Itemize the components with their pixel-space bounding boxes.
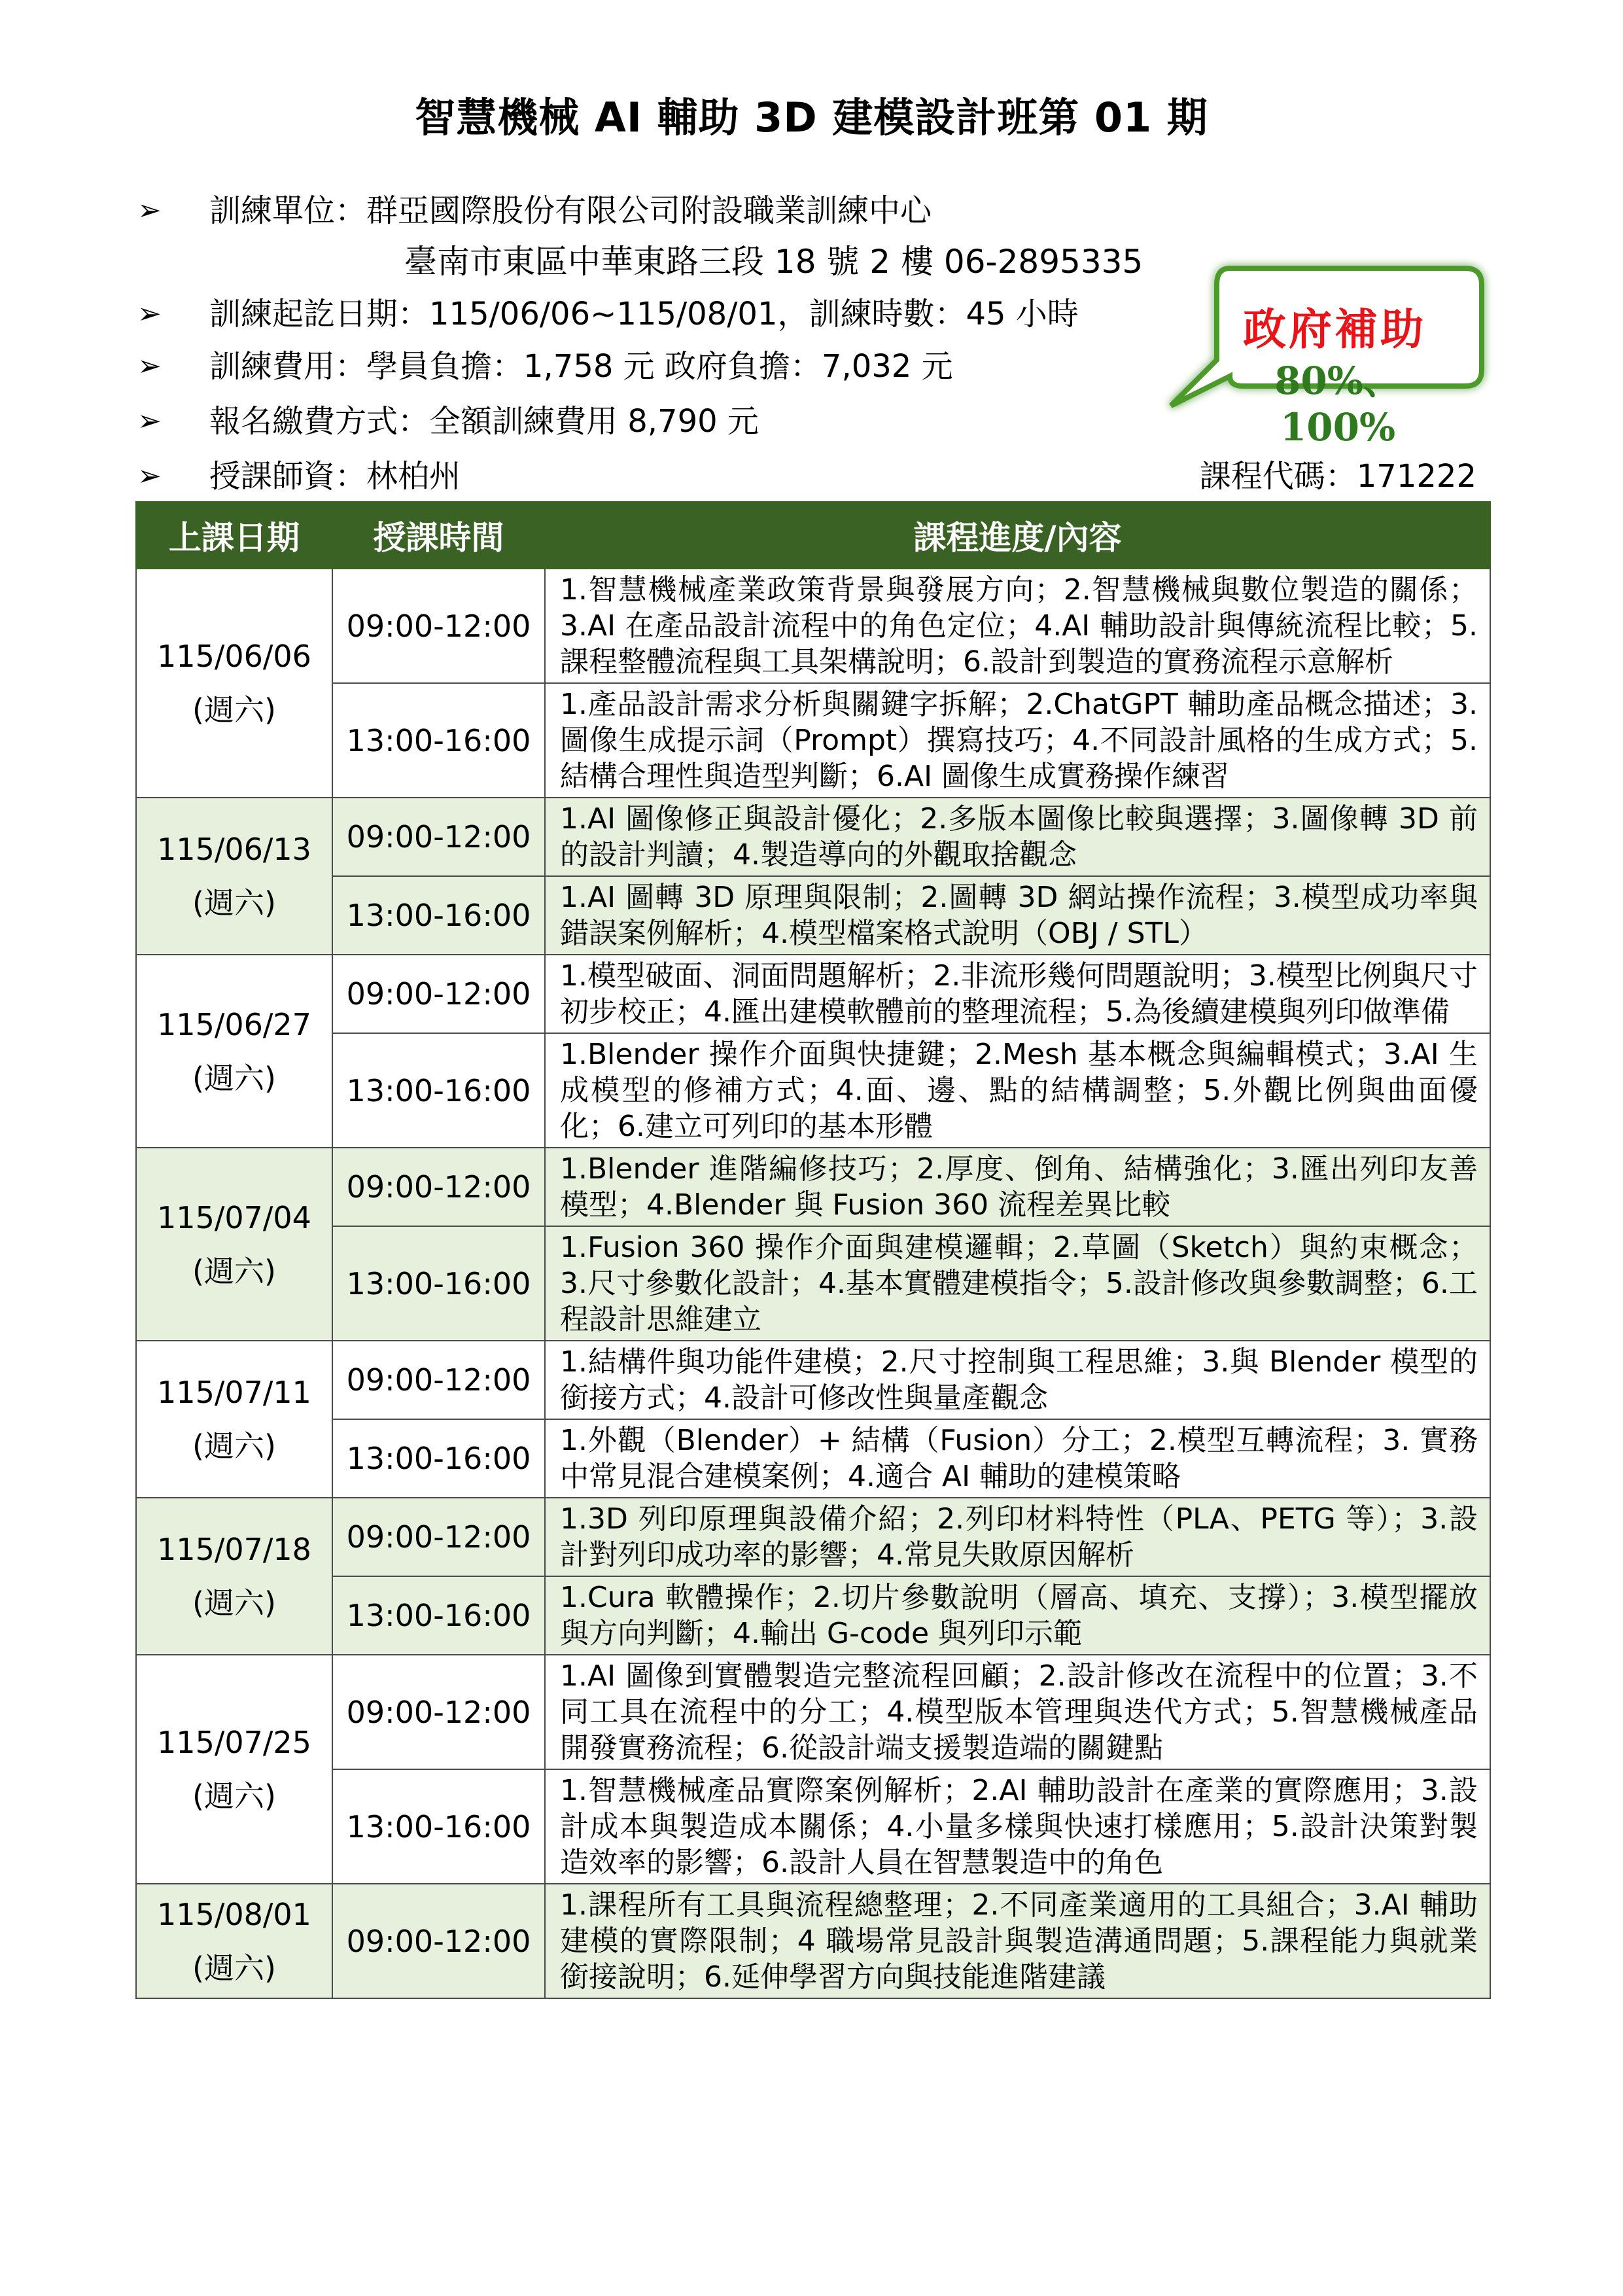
session-content: 1.AI 圖像修正與設計優化；2.多版本圖像比較與選擇；3.圖像轉 3D 前的設計判讀；4.製造導向的外觀取捨觀念 [545,798,1490,876]
session-weekday: (週六) [192,692,276,728]
table-row [136,1655,1490,1769]
session-time: 13:00-16:00 [332,1226,545,1341]
subsidy-title: 政府補助 [1243,304,1426,355]
session-time: 09:00-12:00 [332,1498,545,1576]
session-date: 115/06/27 [157,1006,311,1042]
header-time: 授課時間 [332,502,545,569]
session-content: 1.3D 列印原理與設備介紹；2.列印材料特性（PLA、PETG 等）；3.設計對列印成功率的影響；4.常見失敗原因解析 [545,1498,1490,1576]
session-content: 1.智慧機械產品實際案例解析；2.AI 輔助設計在產業的實際應用；3.設計成本與製造成本關係；4.小量多樣與快速打樣應用；5.設計決策對製造效率的影響；6.設計人員在智慧製造中的角色 [545,1769,1490,1884]
session-time: 09:00-12:00 [332,798,545,876]
session-content: 1.結構件與功能件建模；2.尺寸控制與工程思維；3.與 Blender 模型的銜接方式；4.設計可修改性與量產觀念 [545,1341,1490,1419]
session-time: 09:00-12:00 [332,1884,545,1998]
session-weekday: (週六) [192,1253,276,1289]
session-date-cell [136,1148,332,1341]
bullet-arrow-icon: ➢ [137,349,162,383]
table-row [136,1341,1490,1419]
session-date-cell [136,955,332,1148]
session-time: 13:00-16:00 [332,683,545,798]
table-row [136,1226,1490,1341]
table-row [136,798,1490,876]
session-date-cell [136,569,332,798]
session-content: 1.Fusion 360 操作介面與建模邏輯；2.草圖（Sketch）與約束概念；3.尺寸參數化設計；4.基本實體建模指令；5.設計修改與參數調整；6.工程設計思維建立 [545,1226,1490,1341]
session-weekday: (週六) [192,1778,276,1814]
table-row [136,955,1490,1033]
table-row [136,1498,1490,1576]
table-row [136,1769,1490,1884]
training-dates: 訓練起訖日期：115/06/06~115/08/01，訓練時數：45 小時 [209,296,1079,332]
page-title: 智慧機械 AI 輔助 3D 建模設計班第 01 期 [415,94,1208,141]
subsidy-rate: 80%、100% [1274,359,1401,450]
session-date-cell [136,1341,332,1498]
table-row [136,876,1490,955]
session-content: 1.Blender 操作介面與快捷鍵；2.Mesh 基本概念與編輯模式；3.AI 生成模型的修補方式；4.面、邊、點的結構調整；5.外觀比例與曲面優化；6.建立可列印的基本形體 [545,1033,1490,1148]
session-content: 1.Blender 進階編修技巧；2.厚度、倒角、結構強化；3.匯出列印友善模型；4.Blender 與 Fusion 360 流程差異比較 [545,1148,1490,1226]
payment-method: 報名繳費方式：全額訓練費用 8,790 元 [209,403,759,440]
training-fee: 訓練費用：學員負擔：1,758 元 政府負擔：7,032 元 [209,348,953,385]
session-date: 115/06/06 [157,639,311,674]
session-date: 115/07/11 [157,1375,311,1410]
session-time: 09:00-12:00 [332,1341,545,1419]
session-content: 1.課程所有工具與流程總整理；2.不同產業適用的工具組合；3.AI 輔助建模的實際限制；4 職場常見設計與製造溝通問題；5.課程能力與就業銜接說明；6.延伸學習方向與技能進階建議 [545,1884,1490,1998]
table-row [136,1884,1490,1998]
table-row [136,683,1490,798]
session-date-cell [136,1655,332,1884]
training-unit: 訓練單位：群亞國際股份有限公司附設職業訓練中心 [209,192,932,229]
session-content: 1.AI 圖像到實體製造完整流程回顧；2.設計修改在流程中的位置；3.不同工具在流程中的分工；4.模型版本管理與迭代方式；5.智慧機械產品開發實務流程；6.從設計端支援製造端的關鍵點 [545,1655,1490,1769]
session-weekday: (週六) [192,1585,276,1621]
session-date: 115/07/25 [157,1725,311,1760]
session-content: 1.模型破面、洞面問題解析；2.非流形幾何問題說明；3.模型比例與尺寸初步校正；4.匯出建模軟體前的整理流程；5.為後續建模與列印做準備 [545,955,1490,1033]
session-time: 09:00-12:00 [332,955,545,1033]
session-date-cell [136,1884,332,1998]
bullet-arrow-icon: ➢ [137,297,162,330]
session-date: 115/07/18 [157,1532,311,1567]
table-row [136,1148,1490,1226]
table-row [136,1419,1490,1498]
bullet-arrow-icon: ➢ [137,194,162,227]
course-code: 課程代碼：171222 [1199,458,1476,495]
session-content: 1.AI 圖轉 3D 原理與限制；2.圖轉 3D 網站操作流程；3.模型成功率與錯誤案例解析；4.模型檔案格式說明（OBJ / STL） [545,876,1490,955]
bullet-arrow-icon: ➢ [137,459,162,493]
table-row [136,1576,1490,1655]
session-weekday: (週六) [192,1060,276,1096]
session-time: 09:00-12:00 [332,569,545,683]
session-date: 115/07/04 [157,1199,311,1235]
session-date-cell [136,1498,332,1655]
header-date: 上課日期 [136,502,332,569]
session-time: 13:00-16:00 [332,876,545,955]
session-time: 09:00-12:00 [332,1655,545,1769]
session-content: 1.Cura 軟體操作；2.切片參數說明（層高、填充、支撐）；3.模型擺放與方向判斷；4.輸出 G-code 與列印示範 [545,1576,1490,1655]
training-address: 臺南市東區中華東路三段 18 號 2 樓 06-2895335 [404,243,1143,281]
session-content: 1.外觀（Blender）+ 結構（Fusion）分工；2.模型互轉流程；3. 實務中常見混合建模案例；4.適合 AI 輔助的建模策略 [545,1419,1490,1498]
header-content: 課程進度/內容 [545,502,1490,569]
session-date-cell [136,798,332,955]
session-date: 115/08/01 [157,1896,311,1932]
session-weekday: (週六) [192,885,276,921]
session-content: 1.產品設計需求分析與關鍵字拆解；2.ChatGPT 輔助產品概念描述；3.圖像生成提示詞（Prompt）撰寫技巧；4.不同設計風格的生成方式；5.結構合理性與造型判斷；6.AI 圖像生成實務操作練習 [545,683,1490,798]
session-time: 13:00-16:00 [332,1769,545,1884]
session-weekday: (週六) [192,1428,276,1464]
table-row [136,569,1490,683]
table-row [136,1033,1490,1148]
session-time: 13:00-16:00 [332,1033,545,1148]
session-time: 13:00-16:00 [332,1419,545,1498]
session-time: 13:00-16:00 [332,1576,545,1655]
session-weekday: (週六) [192,1950,276,1986]
subsidy-callout [1132,249,1498,450]
course-schedule-table [135,501,1491,1999]
session-date: 115/06/13 [157,832,311,867]
session-content: 1.智慧機械產業政策背景與發展方向；2.智慧機械與數位製造的關係；3.AI 在產品設計流程中的角色定位；4.AI 輔助設計與傳統流程比較；5.課程整體流程與工具架構說明；6.設計到製造的實務流程示意解析 [545,569,1490,683]
bullet-arrow-icon: ➢ [137,404,162,438]
teacher: 授課師資：林柏州 [209,458,461,495]
session-time: 09:00-12:00 [332,1148,545,1226]
table-header-row [136,502,1490,569]
